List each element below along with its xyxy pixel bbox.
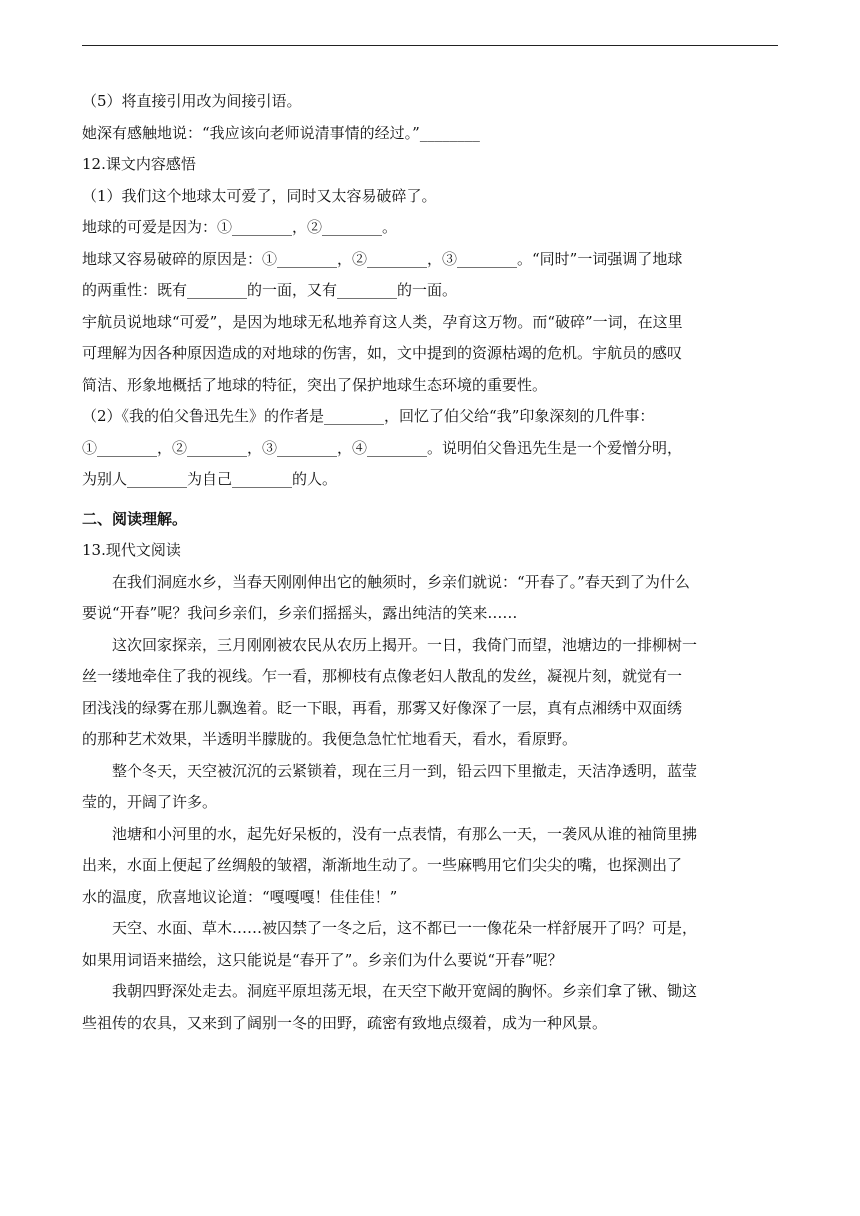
passage-line: 如果用词语来描绘，这只能说是“春开了”。乡亲们为什么要说“开春”呢？	[82, 950, 563, 969]
q12-1-line-b2: 的两重性：既有________的一面，又有________的一面。	[82, 281, 458, 299]
q12-2-line-a: （2）《我的伯父鲁迅先生》的作者是________，回忆了伯父给“我”印象深刻的几件事：	[82, 407, 655, 425]
passage-line: 池塘和小河里的水，起先好呆板的，没有一点表情，有那么一天，一袭风从谁的袖筒里拂	[82, 824, 698, 843]
q11-5-title: （5）将直接引用改为间接引语。	[82, 92, 302, 110]
passage-line: 些祖传的农具，又来到了阔别一冬的田野，疏密有致地点缀着，成为一种风景。	[82, 1013, 608, 1032]
passage-line: 出来，水面上便起了丝绸般的皱褶，渐渐地生动了。一些麻鸭用它们尖尖的嘴，也探测出了	[82, 856, 683, 874]
header-rule	[82, 45, 778, 46]
q12-1-title: （1）我们这个地球太可爱了，同时又太容易破碎了。	[82, 186, 437, 205]
q13-title: 13.现代文阅读	[82, 541, 181, 559]
passage-line: 我朝四野深处走去。洞庭平原坦荡无垠，在天空下敞开宽阔的胸怀。乡亲们拿了锹、锄这	[82, 982, 698, 1000]
q12-1-line-c2: 可理解为因各种原因造成的对地球的伤害，如，文中提到的资源枯竭的危机。宇航员的感叹	[82, 344, 683, 362]
q12-2-line-b: ①________，②________，③________，④________。说明伯父鲁迅先生是一个爱憎分明，	[82, 438, 683, 457]
passage-line: 在我们洞庭水乡，当春天刚刚伸出它的触须时，乡亲们就说：“开春了。”春天到了为什么	[82, 572, 690, 591]
passage-line: 整个冬天，天空被沉沉的云紧锁着，现在三月一到，铅云四下里撤走，天洁净透明，蓝莹	[82, 761, 698, 780]
q12-1-line-b1: 地球又容易破碎的原因是：①________，②________，③________。“同时”一词强调了地球	[82, 249, 683, 268]
document-body	[82, 86, 780, 1039]
passage-line: 丝一缕地牵住了我的视线。乍一看，那柳枝有点像老妇人散乱的发丝，凝视片刻，就觉有一	[82, 667, 683, 685]
q12-2-line-c: 为别人________为自己________的人。	[82, 470, 338, 488]
q12-title: 12.课文内容感悟	[82, 155, 196, 173]
q12-1-line-c1: 宇航员说地球“可爱”，是因为地球无私地养育这人类，孕育这万物。而“破碎”一词，在这里	[82, 312, 683, 331]
passage-line: 的那种艺术效果，半透明半朦胧的。我便急急忙忙地看天，看水，看原野。	[82, 730, 578, 748]
passage-line: 天空、水面、草木……被囚禁了一冬之后，这不都已一一像花朵一样舒展开了吗？可是，	[82, 919, 698, 937]
passage-line: 要说“开春”呢？我问乡亲们，乡亲们摇摇头，露出纯洁的笑来……	[82, 604, 518, 622]
passage-line: 水的温度，欣喜地议论道：“嘎嘎嘎！佳佳佳！”	[82, 887, 398, 906]
q12-1-line-a: 地球的可爱是因为：①________，②________。	[82, 218, 398, 236]
passage-line: 莹的，开阔了许多。	[82, 793, 218, 811]
passage-line: 团浅浅的绿雾在那儿飘逸着。眨一下眼，再看，那雾又好像深了一层，真有点湘绣中双面绣	[82, 698, 683, 717]
passage-line: 这次回家探亲，三月刚刚被农民从农历上揭开。一日，我倚门而望，池塘边的一排柳树一	[82, 635, 698, 654]
q11-5-sentence: 她深有感触地说：“我应该向老师说清事情的经过。”________	[82, 123, 480, 142]
section-heading-reading: 二、阅读理解。	[82, 509, 188, 528]
q12-1-line-c3: 简洁、形象地概括了地球的特征，突出了保护地球生态环境的重要性。	[82, 375, 548, 394]
